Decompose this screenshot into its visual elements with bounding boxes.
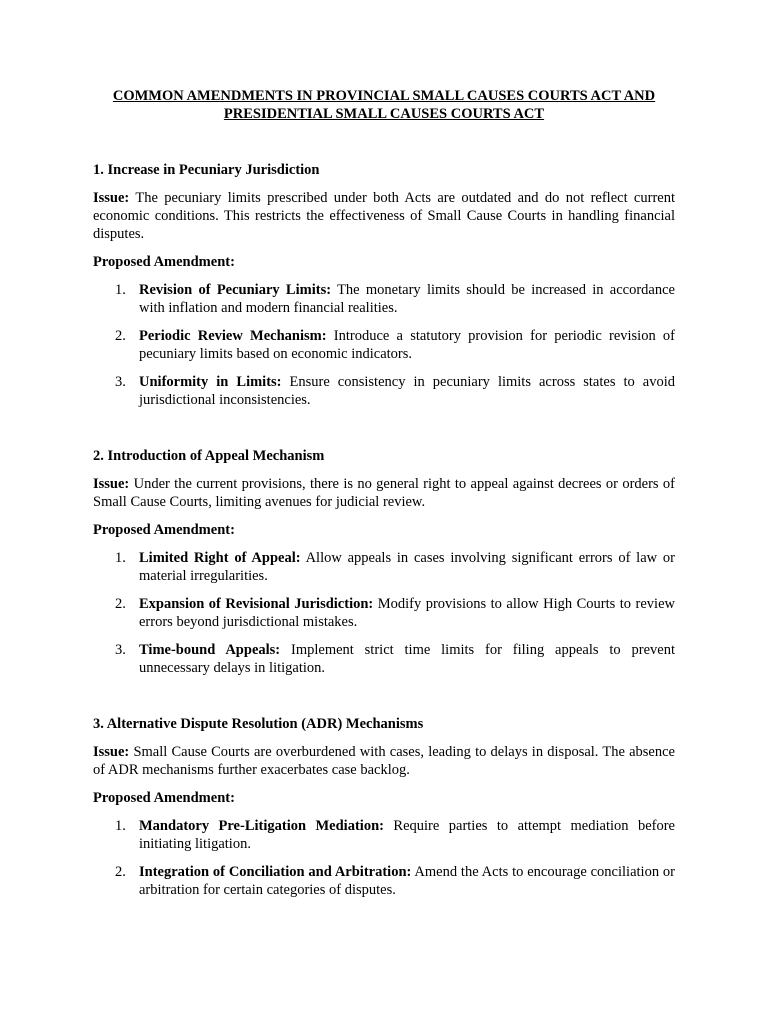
issue-text: Small Cause Courts are overburdened with cases, leading to delays in disposal. The absence of ADR mechanisms further exacerbates case backlog. — [93, 744, 675, 778]
issue-text: The pecuniary limits prescribed under both Acts are outdated and do not reflect current economic conditions. This restricts the effectiveness of Small Cause Courts in handling financial disputes. — [93, 190, 675, 242]
item-text: Introduce a statutory provision for periodic revision of pecuniary limits based on economic indicators. — [139, 328, 675, 362]
section-heading: 2. Introduction of Appeal Mechanism — [93, 448, 325, 464]
amendment-label: Proposed Amendment: — [93, 522, 235, 538]
item-number: 2. — [115, 864, 126, 880]
item-text: Implement strict time limits for filing appeals to prevent unnecessary delays in litigation. — [139, 642, 675, 676]
item-number: 3. — [115, 374, 126, 390]
list-item — [93, 595, 675, 631]
section-2 — [93, 447, 675, 677]
amendment-label: Proposed Amendment: — [93, 254, 235, 270]
document-body — [93, 87, 675, 899]
item-number: 1. — [115, 818, 126, 834]
item-text: Allow appeals in cases involving significant errors of law or material irregularities. — [139, 550, 675, 584]
amendment-list — [93, 281, 675, 409]
item-number: 2. — [115, 328, 126, 344]
section-heading: 1. Increase in Pecuniary Jurisdiction — [93, 162, 320, 178]
title-line-1: COMMON AMENDMENTS IN PROVINCIAL SMALL CAUSES COURTS ACT AND — [112, 88, 656, 104]
item-label: Revision of Pecuniary Limits: — [139, 282, 332, 298]
item-number: 2. — [115, 596, 126, 612]
issue-paragraph — [93, 475, 675, 511]
item-label: Periodic Review Mechanism: — [139, 328, 327, 344]
item-text: Modify provisions to allow High Courts to review errors beyond jurisdictional mistakes. — [139, 596, 675, 630]
item-number: 1. — [115, 282, 126, 298]
item-text: Ensure consistency in pecuniary limits across states to avoid jurisdictional inconsistencies. — [139, 374, 675, 408]
issue-text: Under the current provisions, there is no general right to appeal against decrees or orders of Small Cause Courts, limiting avenues for judicial review. — [93, 476, 675, 510]
list-item — [93, 373, 675, 409]
issue-label: Issue: — [93, 476, 130, 492]
item-number: 1. — [115, 550, 126, 566]
issue-paragraph — [93, 189, 675, 243]
list-item — [93, 641, 675, 677]
title-line-2: PRESIDENTIAL SMALL CAUSES COURTS ACT — [223, 106, 545, 122]
item-number: 3. — [115, 642, 126, 658]
section-1 — [93, 161, 675, 409]
issue-label: Issue: — [93, 190, 130, 206]
item-label: Mandatory Pre-Litigation Mediation: — [139, 818, 384, 834]
item-label: Time-bound Appeals: — [139, 642, 281, 658]
list-item — [93, 863, 675, 899]
section-heading: 3. Alternative Dispute Resolution (ADR) Mechanisms — [93, 716, 424, 732]
section-3 — [93, 715, 675, 899]
amendment-label: Proposed Amendment: — [93, 790, 235, 806]
item-text: The monetary limits should be increased in accordance with inflation and modern financial realities. — [139, 282, 675, 316]
list-item — [93, 817, 675, 853]
item-text: Require parties to attempt mediation before initiating litigation. — [139, 818, 675, 852]
amendment-list — [93, 817, 675, 899]
list-item — [93, 549, 675, 585]
document-title — [93, 87, 675, 123]
issue-label: Issue: — [93, 744, 130, 760]
item-label: Expansion of Revisional Jurisdiction: — [139, 596, 374, 612]
list-item — [93, 327, 675, 363]
item-text: Amend the Acts to encourage conciliation or arbitration for certain categories of disputes. — [139, 864, 675, 898]
list-item — [93, 281, 675, 317]
amendment-list — [93, 549, 675, 677]
item-label: Limited Right of Appeal: — [139, 550, 301, 566]
item-label: Uniformity in Limits: — [139, 374, 282, 390]
item-label: Integration of Conciliation and Arbitration: — [139, 864, 412, 880]
issue-paragraph — [93, 743, 675, 779]
